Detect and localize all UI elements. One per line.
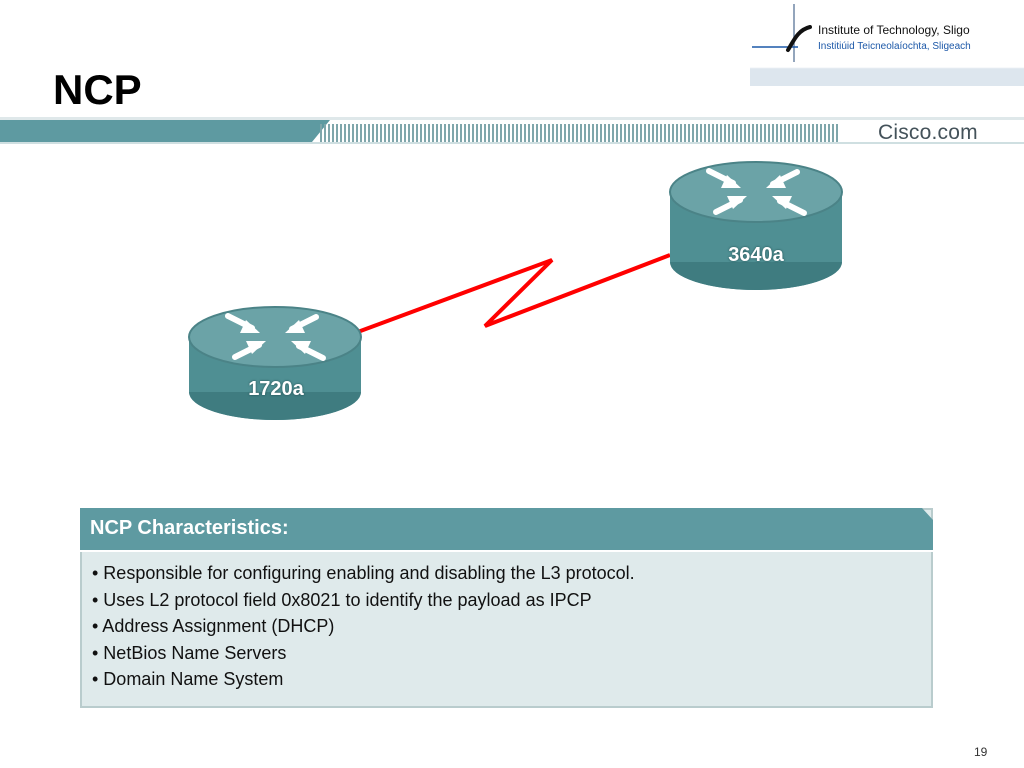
router-label-1720a: 1720a	[248, 378, 304, 400]
router-3640a-icon	[670, 162, 842, 290]
panel-title: NCP Characteristics:	[90, 517, 289, 539]
logo-name-irish: Institiúid Teicneolaíochta, Sligeach	[818, 41, 971, 52]
list-item: • Address Assignment (DHCP)	[92, 616, 335, 636]
list-item: • Responsible for configuring enabling and disabling the L3 protocol.	[92, 563, 635, 583]
list-item: • NetBios Name Servers	[92, 642, 287, 663]
cisco-brand-label: Cisco.com	[878, 121, 978, 144]
ncp-characteristics-panel	[80, 508, 933, 708]
page-number: 19	[974, 745, 988, 759]
router-1720a-icon	[189, 307, 361, 420]
list-item: • Domain Name System	[92, 669, 284, 689]
list-item: • Uses L2 protocol field 0x8021 to identify the payload as IPCP	[92, 589, 592, 610]
characteristics-list	[92, 560, 635, 693]
router-label-3640a: 3640a	[728, 244, 784, 266]
serial-link-icon	[355, 255, 670, 333]
slide-title: NCP	[53, 66, 142, 113]
logo-name-english: Institute of Technology, Sligo	[818, 23, 970, 37]
